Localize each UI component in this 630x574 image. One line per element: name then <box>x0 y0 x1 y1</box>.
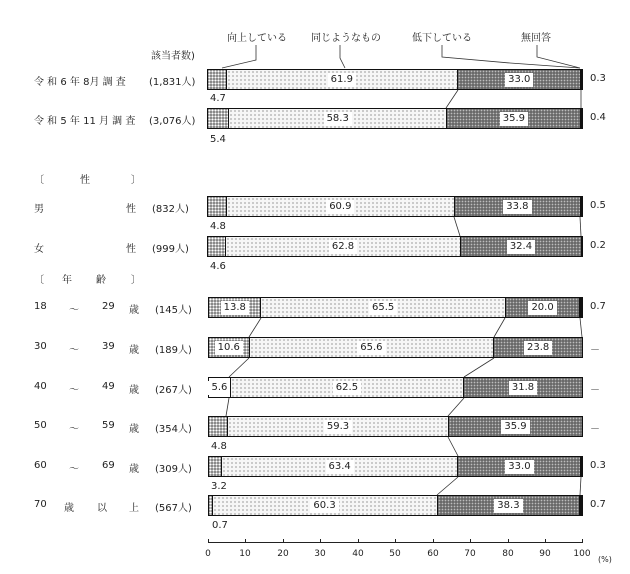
row-label-a50-unit: 歳 <box>129 424 139 435</box>
segment-same <box>249 338 494 357</box>
value-na-a70: 0.7 <box>590 499 606 510</box>
segment-same <box>228 109 446 128</box>
value-na-a40: － <box>590 385 600 396</box>
value-same: 61.9 <box>328 73 356 87</box>
segment-na <box>580 457 581 476</box>
age-header-label-1: 年 <box>62 275 72 286</box>
row-label-a40-to: 49 <box>102 381 115 392</box>
age-header-open: 〔 <box>34 275 44 286</box>
segment-up <box>208 70 226 89</box>
value-na-r5: 0.4 <box>590 112 606 123</box>
segment-down <box>463 378 582 397</box>
x-tick-label: 40 <box>352 549 364 559</box>
x-tick <box>358 539 359 543</box>
legend-na-label: 無回答 <box>521 33 551 44</box>
bar-r6 <box>207 69 583 90</box>
segment-same <box>230 378 463 397</box>
bar-a30 <box>208 337 583 358</box>
value-na-a30: － <box>590 345 600 356</box>
segment-same <box>226 197 454 216</box>
value-same: 62.8 <box>329 240 357 254</box>
row-label-a30-tilde: ～ <box>69 345 79 356</box>
row-label-male: 男 <box>34 204 44 215</box>
row-count-a50: (354人) <box>155 424 192 435</box>
x-tick-label: 100 <box>573 549 591 559</box>
row-label-a40-tilde: ～ <box>69 385 79 396</box>
segment-up <box>209 378 230 397</box>
value-same: 62.5 <box>333 381 361 395</box>
segment-down <box>437 496 580 515</box>
row-label-a18-unit: 歳 <box>129 305 139 316</box>
segment-down <box>457 70 580 89</box>
x-tick-label: 60 <box>427 549 439 559</box>
value-up-a50: 4.8 <box>211 441 227 452</box>
row-label-a18-to: 29 <box>102 301 115 312</box>
row-label-a30-unit: 歳 <box>129 345 139 356</box>
x-tick <box>470 539 471 543</box>
segment-down <box>454 197 580 216</box>
row-label-a60-from: 60 <box>34 460 47 471</box>
x-tick-label: 70 <box>464 549 476 559</box>
age-header-close: 〕 <box>131 275 141 286</box>
value-down: 35.9 <box>501 420 529 434</box>
bar-a40 <box>208 377 583 398</box>
sex-header-close: 〕 <box>131 175 141 186</box>
row-count-a18: (145人) <box>155 305 192 316</box>
row-count-a70: (567人) <box>155 503 192 514</box>
segment-na <box>579 496 582 515</box>
row-label-a70-unit: 歳 <box>64 503 74 514</box>
bar-r5 <box>207 108 583 129</box>
x-tick-label: 30 <box>314 549 326 559</box>
row-label-a30-to: 39 <box>102 341 115 352</box>
segment-down <box>460 237 581 256</box>
count-header: 該当者数) <box>151 51 195 62</box>
segment-up <box>208 197 226 216</box>
value-same: 58.3 <box>324 112 352 126</box>
value-up-female: 4.6 <box>210 261 226 272</box>
row-label-a70-jo: 上 <box>129 503 139 514</box>
value-same: 60.9 <box>326 200 354 214</box>
row-count-r5: (3,076人) <box>149 116 196 127</box>
value-same: 65.6 <box>357 341 385 355</box>
row-label-a50-to: 59 <box>102 420 115 431</box>
row-count-a60: (309人) <box>155 464 192 475</box>
value-up: 5.6 <box>208 381 230 395</box>
row-label-a60-unit: 歳 <box>129 464 139 475</box>
row-count-a30: (189人) <box>155 345 192 356</box>
value-up-male: 4.8 <box>210 221 226 232</box>
value-na-male: 0.5 <box>590 200 606 211</box>
value-down: 23.8 <box>524 341 552 355</box>
row-label-a50-from: 50 <box>34 420 47 431</box>
value-na-a18: 0.7 <box>590 301 606 312</box>
value-same: 60.3 <box>310 499 338 513</box>
x-tick-label: 0 <box>205 549 211 559</box>
segment-na <box>581 237 582 256</box>
bar-a60 <box>208 456 583 477</box>
row-label-female: 女 <box>34 244 44 255</box>
segment-na <box>579 298 582 317</box>
x-tick-label: 80 <box>502 549 514 559</box>
segment-down <box>446 109 580 128</box>
x-tick-label: 20 <box>277 549 289 559</box>
x-tick <box>508 539 509 543</box>
age-header-label-2: 齢 <box>96 275 106 286</box>
value-up-r6: 4.7 <box>210 93 226 104</box>
segment-same <box>221 457 457 476</box>
value-same: 63.4 <box>326 460 354 474</box>
legend-down-label: 低下している <box>412 33 472 44</box>
value-up-r5: 5.4 <box>210 134 226 145</box>
row-label-r5: 令 和 5 年 11 月 調 査 <box>34 116 136 127</box>
row-label-a40-unit: 歳 <box>129 385 139 396</box>
row-label-a60-to: 69 <box>102 460 115 471</box>
value-down: 38.3 <box>494 499 522 513</box>
bar-a50 <box>208 416 583 437</box>
row-label-a18-tilde: ～ <box>69 305 79 316</box>
row-label-female-2: 性 <box>126 244 136 255</box>
x-tick <box>433 539 434 543</box>
x-tick <box>208 539 209 543</box>
value-down: 33.8 <box>503 200 531 214</box>
value-down: 33.0 <box>505 460 533 474</box>
value-up-a70: 0.7 <box>212 520 228 531</box>
x-tick-label: 10 <box>239 549 251 559</box>
segment-down <box>457 457 580 476</box>
value-na-female: 0.2 <box>590 240 606 251</box>
x-tick <box>283 539 284 543</box>
value-na-a50: － <box>590 424 600 435</box>
sex-header-open: 〔 <box>34 175 44 186</box>
value-up: 13.8 <box>221 301 249 315</box>
segment-same <box>227 417 448 436</box>
row-label-male-2: 性 <box>126 204 136 215</box>
x-tick <box>582 539 583 543</box>
x-axis-unit: (%) <box>598 555 612 564</box>
segment-na <box>580 109 581 128</box>
segment-up <box>209 457 221 476</box>
segment-up <box>209 338 249 357</box>
x-tick <box>545 539 546 543</box>
value-down: 33.0 <box>505 73 533 87</box>
segment-up <box>208 237 225 256</box>
row-count-male: (832人) <box>152 204 189 215</box>
bar-a70 <box>208 495 583 516</box>
row-label-a30-from: 30 <box>34 341 47 352</box>
value-down: 31.8 <box>509 381 537 395</box>
segment-same <box>226 70 458 89</box>
row-count-female: (999人) <box>152 244 189 255</box>
segment-up <box>209 417 227 436</box>
value-up: 10.6 <box>215 341 243 355</box>
row-label-a70-from: 70 <box>34 499 47 510</box>
value-same: 65.5 <box>369 301 397 315</box>
value-na-r6: 0.3 <box>590 73 606 84</box>
x-tick <box>395 539 396 543</box>
row-label-a50-tilde: ～ <box>69 424 79 435</box>
segment-same <box>212 496 437 515</box>
segment-up <box>209 298 260 317</box>
legend-same-label: 同じようなもの <box>311 33 381 44</box>
bar-a18 <box>208 297 583 318</box>
x-tick-label: 50 <box>389 549 401 559</box>
segment-na <box>580 197 582 216</box>
value-up-a60: 3.2 <box>211 481 227 492</box>
row-count-r6: (1,831人) <box>149 77 196 88</box>
segment-na <box>580 70 581 89</box>
row-label-r6: 令 和 6 年 8月 調 査 <box>34 77 126 88</box>
segment-down <box>448 417 582 436</box>
x-tick <box>320 539 321 543</box>
bar-male <box>207 196 583 217</box>
row-label-a40-from: 40 <box>34 381 47 392</box>
row-label-a70-ika: 以 <box>97 503 107 514</box>
segment-same <box>225 237 460 256</box>
row-count-a40: (267人) <box>155 385 192 396</box>
x-tick <box>245 539 246 543</box>
segment-same <box>260 298 504 317</box>
x-tick-label: 90 <box>539 549 551 559</box>
segment-down <box>505 298 580 317</box>
bar-female <box>207 236 583 257</box>
value-same: 59.3 <box>324 420 352 434</box>
sex-header-label: 性 <box>80 175 90 186</box>
row-label-a18-from: 18 <box>34 301 47 312</box>
segment-up <box>208 109 228 128</box>
row-label-a60-tilde: ～ <box>69 464 79 475</box>
value-down: 32.4 <box>507 240 535 254</box>
value-down: 20.0 <box>528 301 556 315</box>
value-down: 35.9 <box>500 112 528 126</box>
legend-up-label: 向上している <box>227 33 287 44</box>
segment-down <box>493 338 582 357</box>
value-na-a60: 0.3 <box>590 460 606 471</box>
